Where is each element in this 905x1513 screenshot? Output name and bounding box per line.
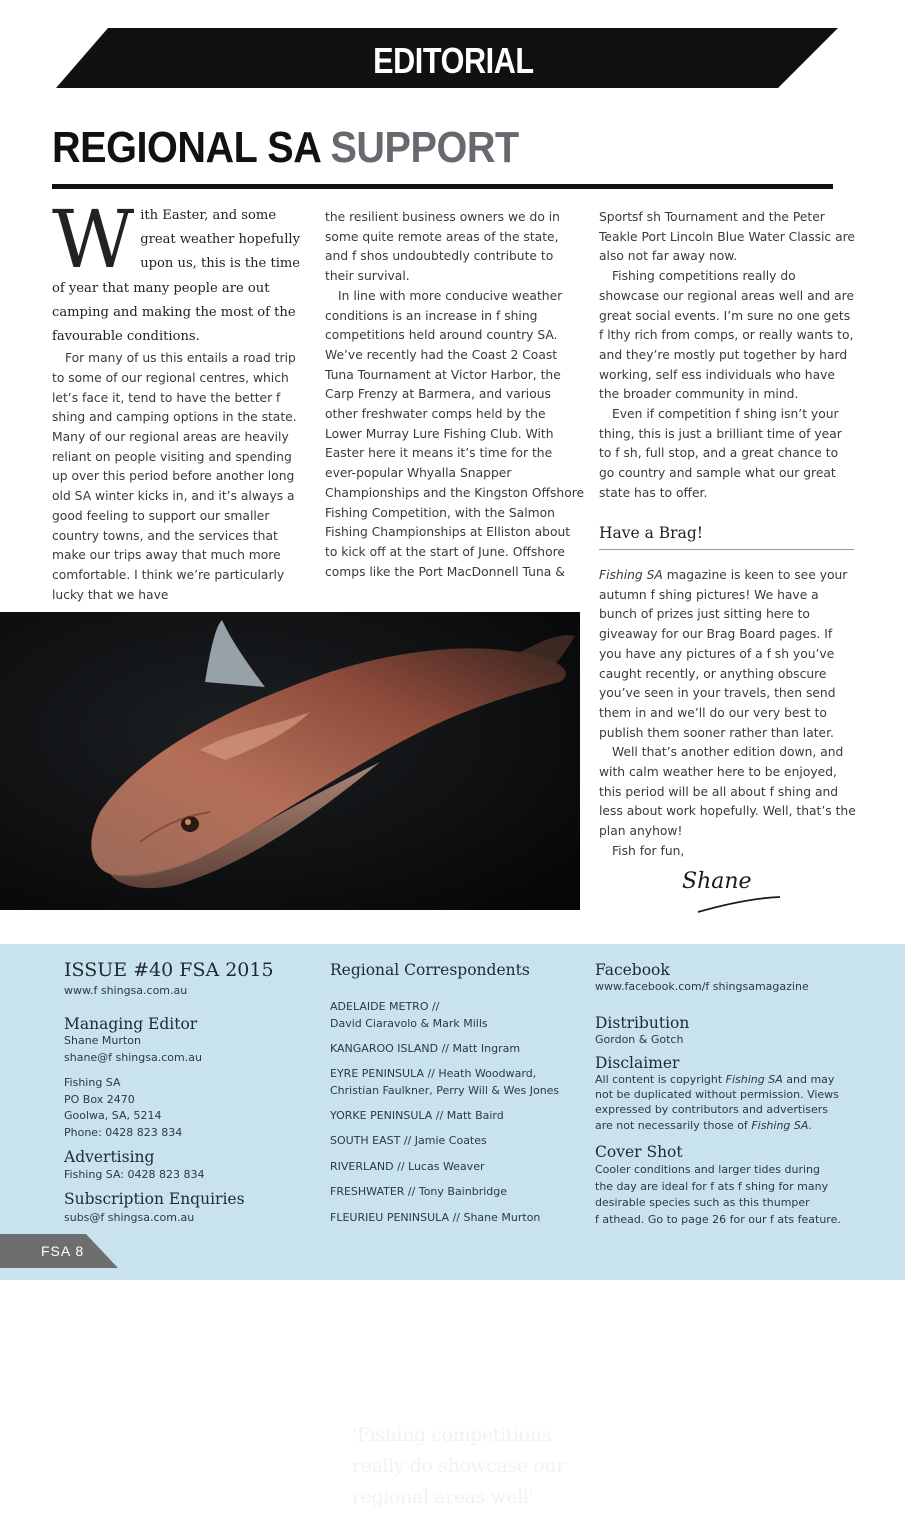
disclaimer-text — [595, 1072, 839, 1133]
fish-illustration — [0, 612, 580, 910]
article-paragraph: For many of us this entails a road trip to some of our regional centres, which let’s face it, tend to have the better f shing and camping options in the state. Many of our regional areas are heavily reliant on people visiting and spending up over this period before another long old SA winter kicks in, and it’s always a good feeling to support our smaller country towns, and the services that make our trips away that much more comfortable. I think we’re particularly lucky that we have — [52, 351, 297, 602]
title-part-1: REGIONAL SA — [52, 123, 320, 172]
article-paragraph: Fishing competitions really do showcase our regional areas well and are great social events. I’m sure no one gets f lthy rich from comps, or really wants to, and they’re mostly put together by hard working, self ess individuals who have the broader community in mind. — [599, 269, 855, 402]
pull-quote — [352, 1420, 577, 1513]
signature-text: Shane — [682, 869, 752, 894]
page-number — [41, 1242, 84, 1260]
magazine-name: Fishing SA — [599, 568, 663, 582]
correspondents-heading: Regional Correspondents — [330, 961, 530, 979]
lead-paragraph — [52, 193, 308, 349]
correspondent-region: ADELAIDE METRO // — [330, 1000, 440, 1013]
cover-line: desirable species such as this thumper — [595, 1196, 810, 1209]
article-paragraph: In line with more conducive weather conditions is an increase in f shing competitions held around country SA. We’ve recently had the Coast 2 Coast Tuna Tournament at Victor Harbor, the Carp Frenzy at Barmera, and various other freshwater comps held by the Lower Murray Lure Fishing Club. With Easter here it means it’s time for the ever-popular Whyalla Snapper Championships and the Kingston Offshore Fishing Competition, with the Salmon Fishing Championships at Elliston about to kick off at the start of June. Offshore comps like the Port MacDonnell Tuna & — [325, 288, 585, 579]
distribution-heading: Distribution — [595, 1014, 690, 1032]
cover-shot-heading: Cover Shot — [595, 1143, 683, 1161]
section-banner — [0, 0, 905, 100]
disclaimer-line — [595, 1118, 839, 1133]
correspondent-item: KANGAROO ISLAND // Matt Ingram — [330, 1042, 521, 1055]
correspondent-names: David Ciaravolo & Mark Mills — [330, 1016, 488, 1030]
editor-email[interactable]: shane@f shingsa.com.au — [64, 1050, 202, 1064]
page-title — [52, 120, 519, 176]
article-column-3 — [599, 208, 856, 504]
disclaimer-line: not be duplicated without permission. Views — [595, 1088, 839, 1102]
correspondent-names: Christian Faulkner, Perry Will & Wes Jones — [330, 1083, 560, 1097]
page-number-value: 8 — [75, 1243, 85, 1259]
quote-line: 'Fishing competitions — [352, 1424, 551, 1446]
drop-cap: W — [52, 193, 135, 286]
managing-editor-heading: Managing Editor — [64, 1015, 198, 1033]
brag-section — [599, 566, 856, 862]
correspondent-item — [330, 999, 488, 1032]
cover-line: f athead. Go to page 26 for our f ats feature. — [595, 1212, 841, 1226]
masthead-footer — [0, 944, 905, 1280]
address-line: Phone: 0428 823 834 — [64, 1125, 183, 1139]
subscriptions-heading: Subscription Enquiries — [64, 1190, 245, 1208]
disclaimer-line — [595, 1072, 839, 1087]
disclaimer-fragment: are not necessarily those of — [595, 1118, 752, 1132]
article-column-2 — [325, 208, 585, 582]
address-line: Goolwa, SA, 5214 — [64, 1109, 162, 1122]
article-paragraph: Even if competition f shing isn’t your thing, this is just a brilliant time of year to f sh, full stop, and a great chance to go country and sample what our great state has to offer. — [599, 407, 842, 500]
correspondent-item: YORKE PENINSULA // Matt Baird — [330, 1109, 504, 1122]
disclaimer-fragment: and may — [782, 1073, 835, 1086]
address-line: Fishing SA — [64, 1076, 121, 1089]
facebook-link[interactable]: www.facebook.com/f shingsamagazine — [595, 980, 809, 993]
correspondent-item: FRESHWATER // Tony Bainbridge — [330, 1185, 508, 1198]
postal-address — [64, 1075, 182, 1141]
disclaimer-line: expressed by contributors and advertisers — [595, 1103, 829, 1117]
magazine-name: Fishing SA — [751, 1118, 809, 1132]
disclaimer-fragment: . — [808, 1118, 812, 1132]
cover-line: the day are ideal for f ats f shing for many — [595, 1179, 829, 1193]
title-rule — [52, 184, 833, 189]
subhead-rule — [599, 549, 854, 550]
advertising-contact: Fishing SA: 0428 823 834 — [64, 1168, 205, 1181]
distribution-text: Gordon & Gotch — [595, 1033, 684, 1046]
cover-line: Cooler conditions and larger tides during — [595, 1163, 820, 1176]
managing-editor-info — [64, 1033, 202, 1066]
editor-name: Shane Murton — [64, 1034, 141, 1047]
lead-text: ith Easter, and some great weather hopefully upon us, this is the time of year that many people are out camping and making the most of the favourable conditions. — [52, 208, 301, 345]
website-link[interactable]: www.f shingsa.com.au — [64, 984, 188, 997]
brag-paragraph — [599, 566, 856, 743]
correspondent-item: RIVERLAND // Lucas Weaver — [330, 1160, 485, 1173]
title-part-2: SUPPORT — [330, 123, 519, 172]
correspondent-item — [330, 1066, 559, 1099]
facebook-heading: Facebook — [595, 961, 670, 979]
address-line: PO Box 2470 — [64, 1092, 135, 1106]
quote-line: really do showcase our — [352, 1455, 565, 1477]
brag-subheading: Have a Brag! — [599, 524, 703, 542]
signature — [676, 860, 786, 920]
article-paragraph: the resilient business owners we do in some quite remote areas of the state, and f shos undoubtedly contribute to their survival. — [325, 210, 560, 284]
disclaimer-fragment: All content is copyright — [595, 1073, 726, 1086]
issue-heading: ISSUE #40 FSA 2015 — [64, 959, 274, 981]
correspondent-region: EYRE PENINSULA // Heath Woodward, — [330, 1067, 537, 1080]
signature-drawing — [676, 860, 786, 920]
quote-line: regional areas well' — [352, 1486, 534, 1508]
article-paragraph: Sportsf sh Tournament and the Peter Teakle Port Lincoln Blue Water Classic are also not far away now. — [599, 210, 855, 264]
disclaimer-heading: Disclaimer — [595, 1054, 680, 1072]
advertising-heading: Advertising — [64, 1148, 155, 1166]
brag-text: magazine is keen to see your autumn f shing pictures! We have a bunch of prizes just sitting here to giveaway for our Brag Board pages. If you have any pictures of a f sh you’ve caught recently, or anything obscure you’ve seen in your travels, then send them in and we’ll do our very best to publish them sooner rather than later. — [599, 568, 848, 740]
subscriptions-email[interactable]: subs@f shingsa.com.au — [64, 1211, 195, 1224]
closing-paragraph: Well that’s another edition down, and with calm weather here to be enjoyed, this period will be all about f shing and less about work hopefully. Well, that’s the plan anyhow! — [599, 745, 856, 839]
section-title: EDITORIAL — [373, 40, 534, 81]
signoff: Fish for fun, — [612, 843, 685, 858]
correspondent-item: FLEURIEU PENINSULA // Shane Murton — [330, 1211, 541, 1224]
magazine-name: Fishing SA — [725, 1073, 783, 1086]
cover-shot-text — [595, 1162, 841, 1228]
article-column-1 — [52, 193, 308, 605]
page-label: FSA — [41, 1243, 71, 1259]
correspondent-item: SOUTH EAST // Jamie Coates — [330, 1134, 487, 1147]
